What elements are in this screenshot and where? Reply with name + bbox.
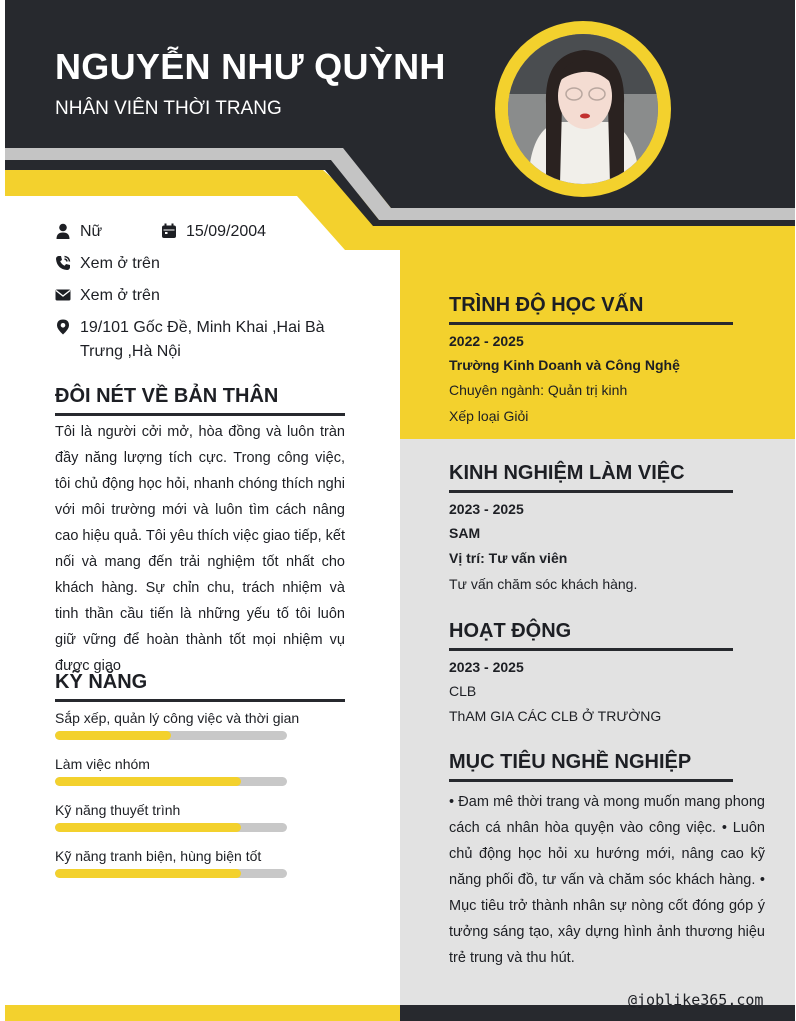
skill-bar-fill — [55, 777, 241, 786]
skills-title: KỸ NĂNG — [55, 671, 148, 693]
activities-period: 2023 - 2025 — [449, 659, 524, 675]
skill-bar-track — [55, 869, 287, 878]
envelope-icon — [55, 287, 71, 303]
objective-title: MỤC TIÊU NGHỀ NGHIỆP — [449, 751, 692, 773]
about-title-underline — [55, 413, 345, 416]
birthday-value: 15/09/2004 — [186, 223, 267, 240]
candidate-name: NGUYỄN NHƯ QUỲNH — [55, 46, 446, 87]
activities-org: CLB — [449, 683, 477, 699]
skills-title-underline — [55, 699, 345, 702]
email-value: Xem ở trên — [80, 287, 160, 304]
objective-title-underline — [449, 779, 733, 782]
education-major: Chuyên ngành: Quản trị kinh — [449, 382, 628, 398]
cv-page — [5, 0, 795, 1021]
education-title-underline — [449, 322, 733, 325]
objective-text: • Đam mê thời trang và mong muốn mang phong cách cá nhân hòa quyện vào công việc. • Luôn chủ động học hỏi xu hướng mới, nâng cao kỹ năng phối đồ, tư vấn và chăm sóc khách hàng. • Mục tiêu trở thành nhân sự nòng cốt đóng góp ý tưởng sáng tạo, xây dựng hình ảnh thương hiệu trẻ trung và thu hút. — [449, 794, 765, 966]
left-footer-bar — [5, 1005, 400, 1021]
skill-label: Sắp xếp, quản lý công việc và thời gian — [55, 710, 300, 726]
experience-title: KINH NGHIỆM LÀM VIỆC — [449, 462, 685, 484]
about-title: ĐÔI NÉT VỀ BẢN THÂN — [55, 385, 279, 407]
address-line2: Trưng ,Hà Nội — [80, 343, 181, 360]
skill-bar-track — [55, 823, 287, 832]
education-grade: Xếp loại Giỏi — [449, 408, 529, 424]
map-pin-icon — [55, 319, 71, 335]
candidate-job-title: NHÂN VIÊN THỜI TRANG — [55, 98, 282, 119]
skill-bar-fill — [55, 823, 241, 832]
experience-position: Vị trí: Tư vấn viên — [449, 550, 568, 566]
gender-value: Nữ — [80, 223, 103, 240]
education-school: Trường Kinh Doanh và Công Nghệ — [449, 357, 680, 373]
activities-description: ThAM GIA CÁC CLB Ở TRƯỜNG — [449, 708, 662, 724]
activities-title-underline — [449, 648, 733, 651]
header-background — [5, 0, 795, 272]
address-line1: 19/101 Gốc Đề, Minh Khai ,Hai Bà — [80, 319, 325, 336]
skill-label: Làm việc nhóm — [55, 756, 150, 772]
experience-period: 2023 - 2025 — [449, 501, 524, 517]
calendar-icon — [161, 223, 177, 239]
phone-icon — [55, 255, 71, 271]
skill-bar-track — [55, 731, 287, 740]
experience-description: Tư vấn chăm sóc khách hàng. — [449, 576, 638, 592]
skill-label: Kỹ năng tranh biện, hùng biện tốt — [55, 848, 262, 864]
skill-bar-fill — [55, 869, 241, 878]
experience-title-underline — [449, 490, 733, 493]
user-icon — [55, 223, 71, 239]
avatar — [495, 21, 671, 197]
education-period: 2022 - 2025 — [449, 333, 524, 349]
portrait-image — [508, 34, 658, 184]
about-text: Tôi là người cởi mở, hòa đồng và luôn tràn đầy năng lượng tích cực. Trong công việc, tôi chủ động học hỏi, nhanh chóng thích nghi với môi trường mới và luôn tìm cách nâng cao hiệu quả. Tôi yêu thích việc giao tiếp, kết nối và mang đến trải nghiệm tốt nhất cho khách hàng. Sự chỉn chu, trách nhiệm và tinh thần cầu tiến là những yếu tố tôi luôn giữ vững để hoàn thành tốt mọi nhiệm vụ được giao — [55, 424, 345, 674]
skill-label: Kỹ năng thuyết trình — [55, 802, 181, 818]
phone-value: Xem ở trên — [80, 255, 160, 272]
activities-title: HOẠT ĐỘNG — [449, 620, 572, 642]
skill-bar-fill — [55, 731, 171, 740]
skill-bar-track — [55, 777, 287, 786]
avatar-photo — [508, 34, 658, 184]
watermark-text: @joblike365.com — [628, 991, 764, 1009]
education-title: TRÌNH ĐỘ HỌC VẤN — [449, 294, 644, 316]
experience-company: SAM — [449, 525, 481, 541]
